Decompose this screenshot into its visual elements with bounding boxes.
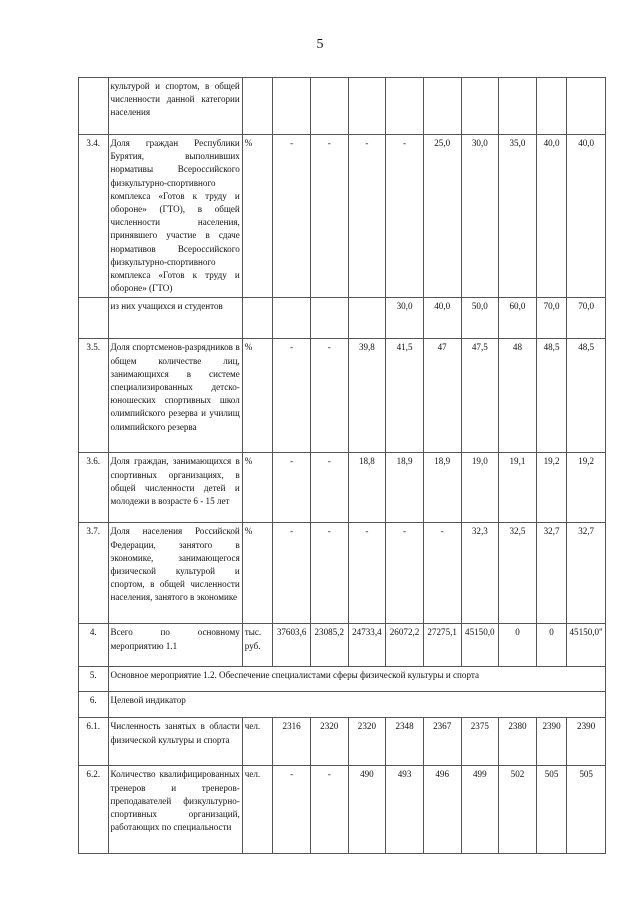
value-cell: 505 — [567, 766, 606, 854]
row-number: 6. — [79, 692, 109, 718]
value-cell: 0 — [536, 624, 567, 667]
value-cell: 493 — [386, 766, 424, 854]
table-row — [79, 135, 606, 298]
value-cell: 27275,1 — [423, 624, 461, 667]
value-cell: - — [273, 766, 311, 854]
value-cell: 2348 — [386, 718, 424, 766]
table-row — [79, 718, 606, 766]
row-number: 6.2. — [79, 766, 109, 854]
indicator-name: Количество квалифицированных тренеров и тренеров-преподавателей физкультурно-спортивных организаций, работающих по специальности — [108, 766, 242, 854]
table-row — [79, 523, 606, 624]
value-cell: - — [423, 523, 461, 624]
value-cell: - — [273, 339, 311, 453]
value-cell — [273, 298, 311, 339]
value-cell: 18,9 — [386, 453, 424, 523]
value-cell: - — [386, 523, 424, 624]
unit-cell: чел. — [242, 766, 273, 854]
unit-cell — [242, 78, 273, 135]
value-cell — [567, 78, 606, 135]
value-cell: 35,0 — [499, 135, 537, 298]
row-number: 4. — [79, 624, 109, 667]
value-cell — [310, 298, 348, 339]
value-cell: 30,0 — [461, 135, 499, 298]
value-cell: 32,5 — [499, 523, 537, 624]
value-cell: 39,8 — [348, 339, 386, 453]
value-cell: - — [310, 453, 348, 523]
value-cell: - — [310, 766, 348, 854]
table-row — [79, 453, 606, 523]
value-cell: 496 — [423, 766, 461, 854]
unit-cell: чел. — [242, 718, 273, 766]
row-number — [79, 78, 109, 135]
value-cell: - — [273, 523, 311, 624]
value-cell: 2375 — [461, 718, 499, 766]
indicator-name: Всего по основному мероприятию 1.1 — [108, 624, 242, 667]
value-cell — [386, 78, 424, 135]
value-cell: 40,0 — [536, 135, 567, 298]
indicator-name: культурой и спортом, в общей численности данной категории населения — [108, 78, 242, 135]
unit-cell: % — [242, 453, 273, 523]
value-cell: 490 — [348, 766, 386, 854]
value-cell: 2380 — [499, 718, 537, 766]
value-cell: 2316 — [273, 718, 311, 766]
value-cell — [310, 78, 348, 135]
value-cell — [348, 298, 386, 339]
value-cell: 45150,0" — [567, 624, 606, 667]
indicator-name: Доля спортсменов-разрядников в общем количестве лиц, занимающихся в системе специализированных детско-юношеских спортивных школ олимпийского резерва и училищ олимпийского резерва — [108, 339, 242, 453]
value-cell: - — [348, 135, 386, 298]
row-number: 3.6. — [79, 453, 109, 523]
value-cell: 2367 — [423, 718, 461, 766]
table-row — [79, 766, 606, 854]
row-number: 3.4. — [79, 135, 109, 298]
value-cell: 30,0 — [386, 298, 424, 339]
indicator-name: Численность занятых в области физической культуры и спорта — [108, 718, 242, 766]
value-cell: - — [310, 339, 348, 453]
table-row — [79, 624, 606, 667]
table-row — [79, 667, 606, 692]
value-cell — [536, 78, 567, 135]
value-cell: 40,0 — [567, 135, 606, 298]
value-cell: 50,0 — [461, 298, 499, 339]
indicator-name: из них учащихся и студентов — [108, 298, 242, 339]
value-cell — [348, 78, 386, 135]
page-number: 5 — [316, 37, 324, 52]
table-row — [79, 78, 606, 135]
value-cell: 70,0 — [536, 298, 567, 339]
value-cell: - — [386, 135, 424, 298]
value-cell — [423, 78, 461, 135]
value-cell: 48 — [499, 339, 537, 453]
value-cell — [499, 78, 537, 135]
value-cell: 23085,2 — [310, 624, 348, 667]
value-cell: - — [310, 523, 348, 624]
row-number: 3.5. — [79, 339, 109, 453]
value-cell: 47 — [423, 339, 461, 453]
value-cell: - — [348, 523, 386, 624]
unit-cell — [242, 298, 273, 339]
value-cell: 18,8 — [348, 453, 386, 523]
value-cell: 32,7 — [567, 523, 606, 624]
row-number — [79, 298, 109, 339]
value-cell: 60,0 — [499, 298, 537, 339]
value-cell: 41,5 — [386, 339, 424, 453]
value-cell — [461, 78, 499, 135]
value-cell: 2390 — [567, 718, 606, 766]
section-heading: Целевой индикатор — [108, 692, 606, 718]
value-cell: - — [273, 453, 311, 523]
value-cell: 2320 — [348, 718, 386, 766]
value-cell: 45150,0 — [461, 624, 499, 667]
indicator-name: Доля граждан, занимающихся в спортивных организациях, в общей численности детей и молодежи в возрасте 6 - 15 лет — [108, 453, 242, 523]
value-cell: 499 — [461, 766, 499, 854]
unit-cell: тыс. руб. — [242, 624, 273, 667]
value-cell: 19,2 — [536, 453, 567, 523]
value-cell: - — [273, 135, 311, 298]
value-cell: 19,0 — [461, 453, 499, 523]
value-cell: 32,7 — [536, 523, 567, 624]
value-cell: 19,1 — [499, 453, 537, 523]
value-cell: 48,5 — [536, 339, 567, 453]
value-cell: 18,9 — [423, 453, 461, 523]
value-cell: 47,5 — [461, 339, 499, 453]
value-cell: 40,0 — [423, 298, 461, 339]
value-cell: 32,3 — [461, 523, 499, 624]
indicator-name: Доля граждан Республики Бурятия, выполнивших нормативы Всероссийского физкультурно-спортивного комплекса «Готов к труду и обороне» (ГТО), в общей численности населения, принявшего участие в сдаче нормативов Всероссийского физкультурно-спортивного комплекса «Готов к труду и обороне» (ГТО) — [108, 135, 242, 298]
unit-cell: % — [242, 339, 273, 453]
row-number: 5. — [79, 667, 109, 692]
value-cell: - — [310, 135, 348, 298]
value-cell: 19,2 — [567, 453, 606, 523]
value-cell: 48,5 — [567, 339, 606, 453]
value-cell: 2320 — [310, 718, 348, 766]
value-cell: 0 — [499, 624, 537, 667]
value-cell: 2390 — [536, 718, 567, 766]
indicator-name: Доля населения Российской Федерации, занятого в экономике, занимающегося физической культурой и спортом, в общей численности населения, занятого в экономике — [108, 523, 242, 624]
value-cell: 26072,2 — [386, 624, 424, 667]
row-number: 6.1. — [79, 718, 109, 766]
table-row — [79, 339, 606, 453]
value-cell: 37603,6 — [273, 624, 311, 667]
indicators-table — [78, 77, 606, 854]
table-row — [79, 692, 606, 718]
value-cell: 24733,4 — [348, 624, 386, 667]
value-cell: 70,0 — [567, 298, 606, 339]
unit-cell: % — [242, 135, 273, 298]
value-cell: 502 — [499, 766, 537, 854]
unit-cell: % — [242, 523, 273, 624]
value-cell — [273, 78, 311, 135]
row-number: 3.7. — [79, 523, 109, 624]
table-row — [79, 298, 606, 339]
value-cell: 25,0 — [423, 135, 461, 298]
value-cell: 505 — [536, 766, 567, 854]
section-heading: Основное мероприятие 1.2. Обеспечение специалистами сферы физической культуры и спорта — [108, 667, 606, 692]
